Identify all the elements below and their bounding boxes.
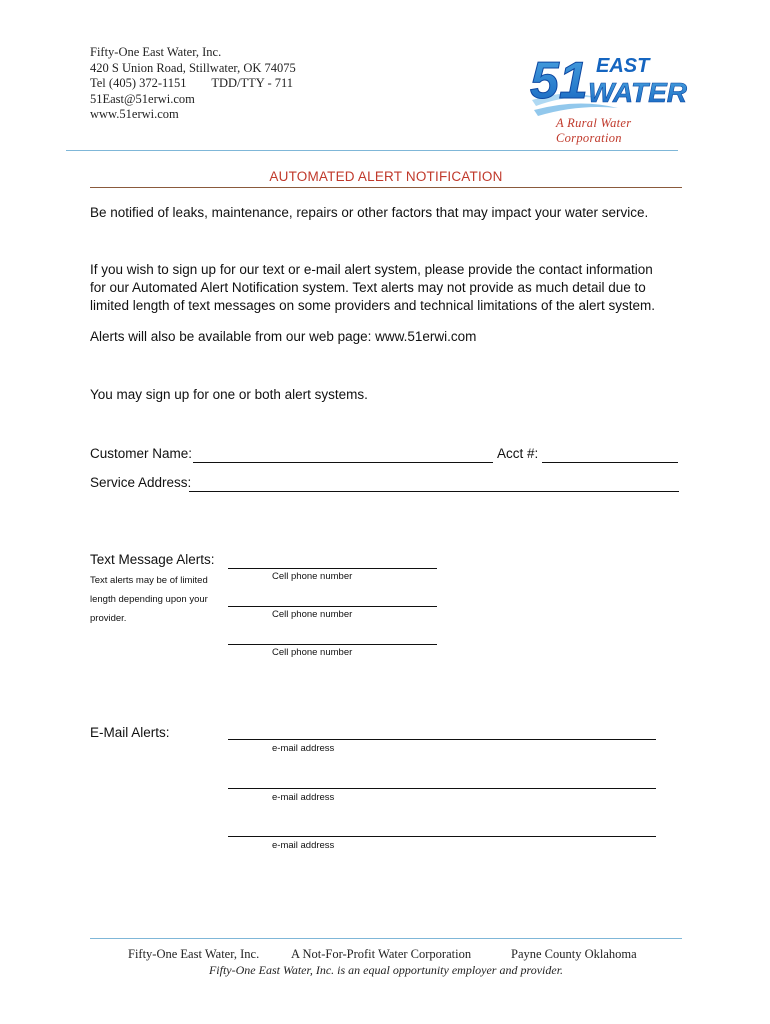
company-name: Fifty-One East Water, Inc. (90, 45, 222, 59)
service-address-label: Service Address: (90, 475, 192, 490)
page-title: AUTOMATED ALERT NOTIFICATION (269, 169, 503, 184)
customer-name-label: Customer Name: (90, 446, 193, 461)
logo-word-east: EAST (596, 55, 650, 77)
cell-phone-field-1[interactable] (228, 553, 437, 569)
logo-number: 51 (530, 52, 588, 110)
email-caption: e-mail address (272, 743, 335, 754)
text-alerts-label: Text Message Alerts: (90, 552, 215, 567)
text-alerts-note-line: provider. (90, 613, 127, 624)
cell-phone-field-2[interactable] (228, 591, 437, 607)
phone-line: Tel (405) 372-1151 TDD/TTY - 711 (90, 76, 294, 90)
service-address-field[interactable] (189, 476, 679, 492)
title-underline (90, 187, 682, 188)
header-divider (66, 150, 678, 151)
both-systems-note: You may sign up for one or both alert systems. (90, 387, 368, 402)
text-alerts-note (90, 571, 208, 628)
footer-company: Fifty-One East Water, Inc. (128, 947, 260, 961)
signup-line: for our Automated Alert Notification system. Text alerts may not provide as much detail due to (90, 280, 646, 295)
acct-label: Acct #: (497, 446, 539, 461)
customer-name-field[interactable] (193, 447, 493, 463)
signup-paragraph (90, 261, 690, 315)
logo-word-water: WATER (588, 77, 688, 108)
email-alerts-label: E-Mail Alerts: (90, 725, 170, 740)
email-address: 51East@51erwi.com (90, 91, 195, 106)
website: www.51erwi.com (90, 107, 179, 121)
acct-number-field[interactable] (542, 447, 678, 463)
email-field-3[interactable] (228, 821, 656, 837)
email-caption: e-mail address (272, 840, 335, 851)
text-alerts-note-line: length depending upon your (90, 594, 208, 605)
email-field-2[interactable] (228, 773, 656, 789)
cell-phone-caption: Cell phone number (272, 609, 353, 620)
street-address: 420 S Union Road, Stillwater, OK 74075 (90, 60, 296, 75)
cell-phone-caption: Cell phone number (272, 571, 353, 582)
cell-phone-caption: Cell phone number (272, 647, 353, 658)
web-note: Alerts will also be available from our web page: www.51erwi.com (90, 329, 477, 344)
email-field-1[interactable] (228, 724, 656, 740)
equal-opportunity-statement: Fifty-One East Water, Inc. is an equal opportunity employer and provider. (208, 963, 564, 977)
footer-county: Payne County Oklahoma (511, 947, 637, 961)
signup-line: If you wish to sign up for our text or e-mail alert system, please provide the contact information (90, 262, 653, 277)
logo-tagline: A Rural Water Corporation (556, 116, 632, 145)
intro-text: Be notified of leaks, maintenance, repairs or other factors that may impact your water service. (90, 205, 649, 220)
footer-divider (90, 938, 682, 939)
company-address-block (90, 45, 296, 123)
footer-nonprofit: A Not-For-Profit Water Corporation (291, 947, 472, 961)
cell-phone-field-3[interactable] (228, 629, 437, 645)
signup-line: limited length of text messages on some providers and technical limitations of the alert system. (90, 298, 656, 313)
text-alerts-note-line: Text alerts may be of limited (90, 575, 208, 586)
email-caption: e-mail address (272, 792, 335, 803)
